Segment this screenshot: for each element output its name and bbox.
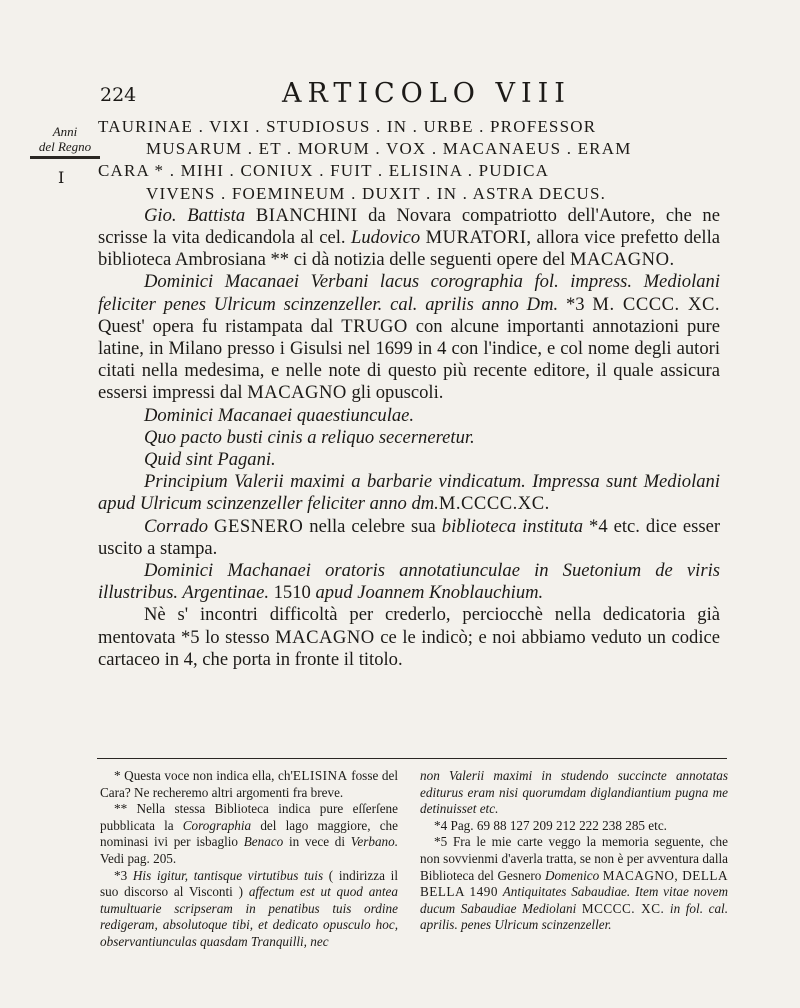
paragraph-gesnero: Corrado GESNERO nella celebre sua biblioteca instituta *4 etc. dice esser uscito a stampa.: [98, 515, 721, 559]
footnote-4: *4 Pag. 69 88 127 209 212 222 238 285 etc.: [434, 817, 667, 833]
footnote-rule: [97, 758, 727, 759]
inscription-line: CARA * . MIHI . CONIUX . FUIT . ELISINA . PUDICA: [98, 161, 550, 181]
inscription-line: MUSARUM . ET . MORUM . VOX . MACANAEUS . ERAM: [146, 139, 632, 159]
paragraph-machanaei: Dominici Machanaei oratoris annotatiunculae in Suetonium de viris illustribus. Argentinae. 1510 apud Joannem Knoblauchium.: [98, 560, 720, 604]
margin-regnal-year: I: [58, 168, 65, 187]
page-number: 224: [100, 84, 137, 106]
footnote-2: ** Nella stessa Biblioteca indica pure eſſerſene pubblicata la Corographia del lago maggiore, che nominasi ivi per isbaglio Benaco in vece di Verbano. Vedi pag. 205.: [100, 801, 399, 866]
footnote-5: *5 Fra le mie carte veggo la memoria seguente, che non sovvienmi d'averla tratta, se non è per avventura dalla Biblioteca del Gesnero Domenico MACAGNO, DELLA BELLA 1490 Antiquitates Sabaudiae. Item vitae novem ducum Sabaudiae Mediolani MCCCC. XC. in fol. cal. aprilis. penes Ulricum scinzenzeller.: [420, 834, 729, 933]
margin-note: [26, 124, 104, 154]
margin-label-anni: Anni: [52, 124, 78, 139]
footnotes-left-column: [100, 768, 398, 951]
work-title: Quo pacto busti cinis a reliquo secerneretur.: [144, 426, 475, 448]
epitaph-inscription: [98, 116, 720, 205]
margin-rule: [30, 156, 100, 159]
paragraph-valerii: Principium Valerii maximi a barbarie vindicatum. Impressa sunt Mediolani apud Ulricum scinzenzeller feliciter anno dm.M.CCCC.XC.: [98, 471, 720, 515]
article-title: ARTICOLO VIII: [282, 78, 571, 109]
running-header: [0, 78, 800, 112]
work-title: Dominici Macanaei quaestiunculae.: [144, 404, 415, 426]
main-text: [98, 116, 720, 671]
inscription-line: TAURINAE . VIXI . STUDIOSUS . IN . URBE . PROFESSOR: [98, 117, 597, 136]
footnote-3: *3 His igitur, tantisque virtutibus tuis ( indirizza il suo discorso al Visconti ) affectum est ut quod antea tumultuarie scripseram in penatibus tuis ordine redigeram, absolutoque tibi, et dedicato opusculo hoc, observantiunculas quasdam Tranquilli, nec: [100, 867, 398, 949]
footnote-3-continued: non Valerii maximi in studendo succincte annotatas editurus eram nisi quorumdam diglandiantium pugna me detinuisset etc.: [420, 768, 728, 817]
inscription-line: VIVENS . FOEMINEUM . DUXIT . IN . ASTRA DECUS.: [146, 183, 607, 203]
work-title: Quid sint Pagani.: [144, 449, 276, 471]
margin-label-regno: del Regno: [38, 139, 92, 154]
paragraph-conclusion: Nè s' incontri difficoltà per crederlo, perciocchè nella dedicatoria già mentovata *5 lo stesso MACAGNO ce le indicò; e noi abbiamo veduto un codice cartaceo in 4, che porta in fronte il titolo.: [98, 604, 720, 670]
paragraph-corographia: Dominici Macanaei Verbani lacus corographia fol. impress. Mediolani feliciter penes Ulricum scinzenzeller. cal. aprilis anno Dm. *3 M. CCCC. XC. Quest' opera fu ristampata dal TRUGO con alcune importanti annotazioni pure latine, in Milano presso i Gisulsi nel 1699 in 4 con l'indice, e col nome degli autori citati nella medesima, e nelle note di questo più recente editore, il quale assicura essersi impressi dal MACAGNO gli opuscoli.: [98, 271, 720, 404]
paragraph-bianchini: Gio. Battista BIANCHINI da Novara compatriotto dell'Autore, che ne scrisse la vita dedicandola al cel. Ludovico MURATORI, allora vice prefetto della biblioteca Ambrosiana ** ci dà notizia delle seguenti opere del MACAGNO.: [98, 204, 721, 271]
footnotes-right-column: [420, 768, 728, 934]
footnote-1: * Questa voce non indica ella, ch'ELISINA fosse del Cara? Ne recheremo altri argomenti fra breve.: [100, 768, 399, 800]
